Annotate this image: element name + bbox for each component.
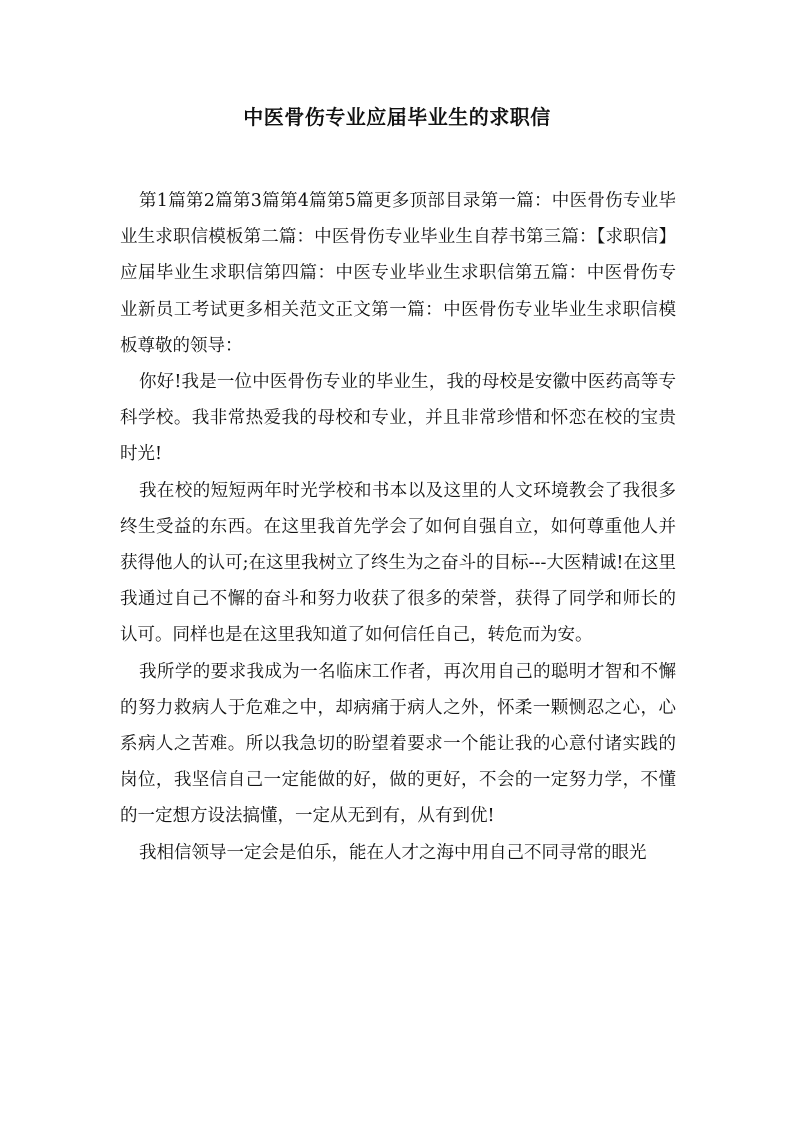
paragraph-table-of-contents: 第1篇第2篇第3篇第4篇第5篇更多顶部目录第一篇：中医骨伤专业毕业生求职信模板第二篇：中医骨伤专业毕业生自荐书第三篇：【求职信】应届毕业生求职信第四篇：中医专业毕业生求职信第五篇：中医骨伤专业新员工考试更多相关范文正文第一篇：中医骨伤专业毕业生求职信模板尊敬的领导： bbox=[120, 191, 676, 356]
paragraph-closing: 我相信领导一定会是伯乐，能在人才之海中用自己不同寻常的眼光 bbox=[139, 842, 647, 863]
document-body bbox=[120, 183, 676, 871]
paragraph-school-experience: 我在校的短短两年时光学校和书本以及这里的人文环境教会了我很多终生受益的东西。在这里我首先学会了如何自强自立，如何尊重他人并获得他人的认可;在这里我树立了终生为之奋斗的目标---大医精诚!在这里我通过自己不懈的奋斗和努力收获了很多的荣誉，获得了同学和师长的认可。同样也是在这里我知道了如何信任自己，转危而为安。 bbox=[120, 480, 676, 646]
document-title: 中医骨伤专业应届毕业生的求职信 bbox=[243, 105, 551, 129]
paragraph-career-goal: 我所学的要求我成为一名临床工作者，再次用自己的聪明才智和不懈的努力救病人于危难之中，却病痛于病人之外，怀柔一颗恻忍之心，心系病人之苦难。所以我急切的盼望着要求一个能让我的心意付诸实践的岗位，我坚信自己一定能做的好，做的更好，不会的一定努力学，不懂的一定想方设法搞懂，一定从无到有，从有到优! bbox=[120, 661, 676, 827]
paragraph-greeting: 你好!我是一位中医骨伤专业的毕业生，我的母校是安徽中医药高等专科学校。我非常热爱我的母校和专业，并且非常珍惜和怀恋在校的宝贵时光! bbox=[120, 372, 676, 465]
